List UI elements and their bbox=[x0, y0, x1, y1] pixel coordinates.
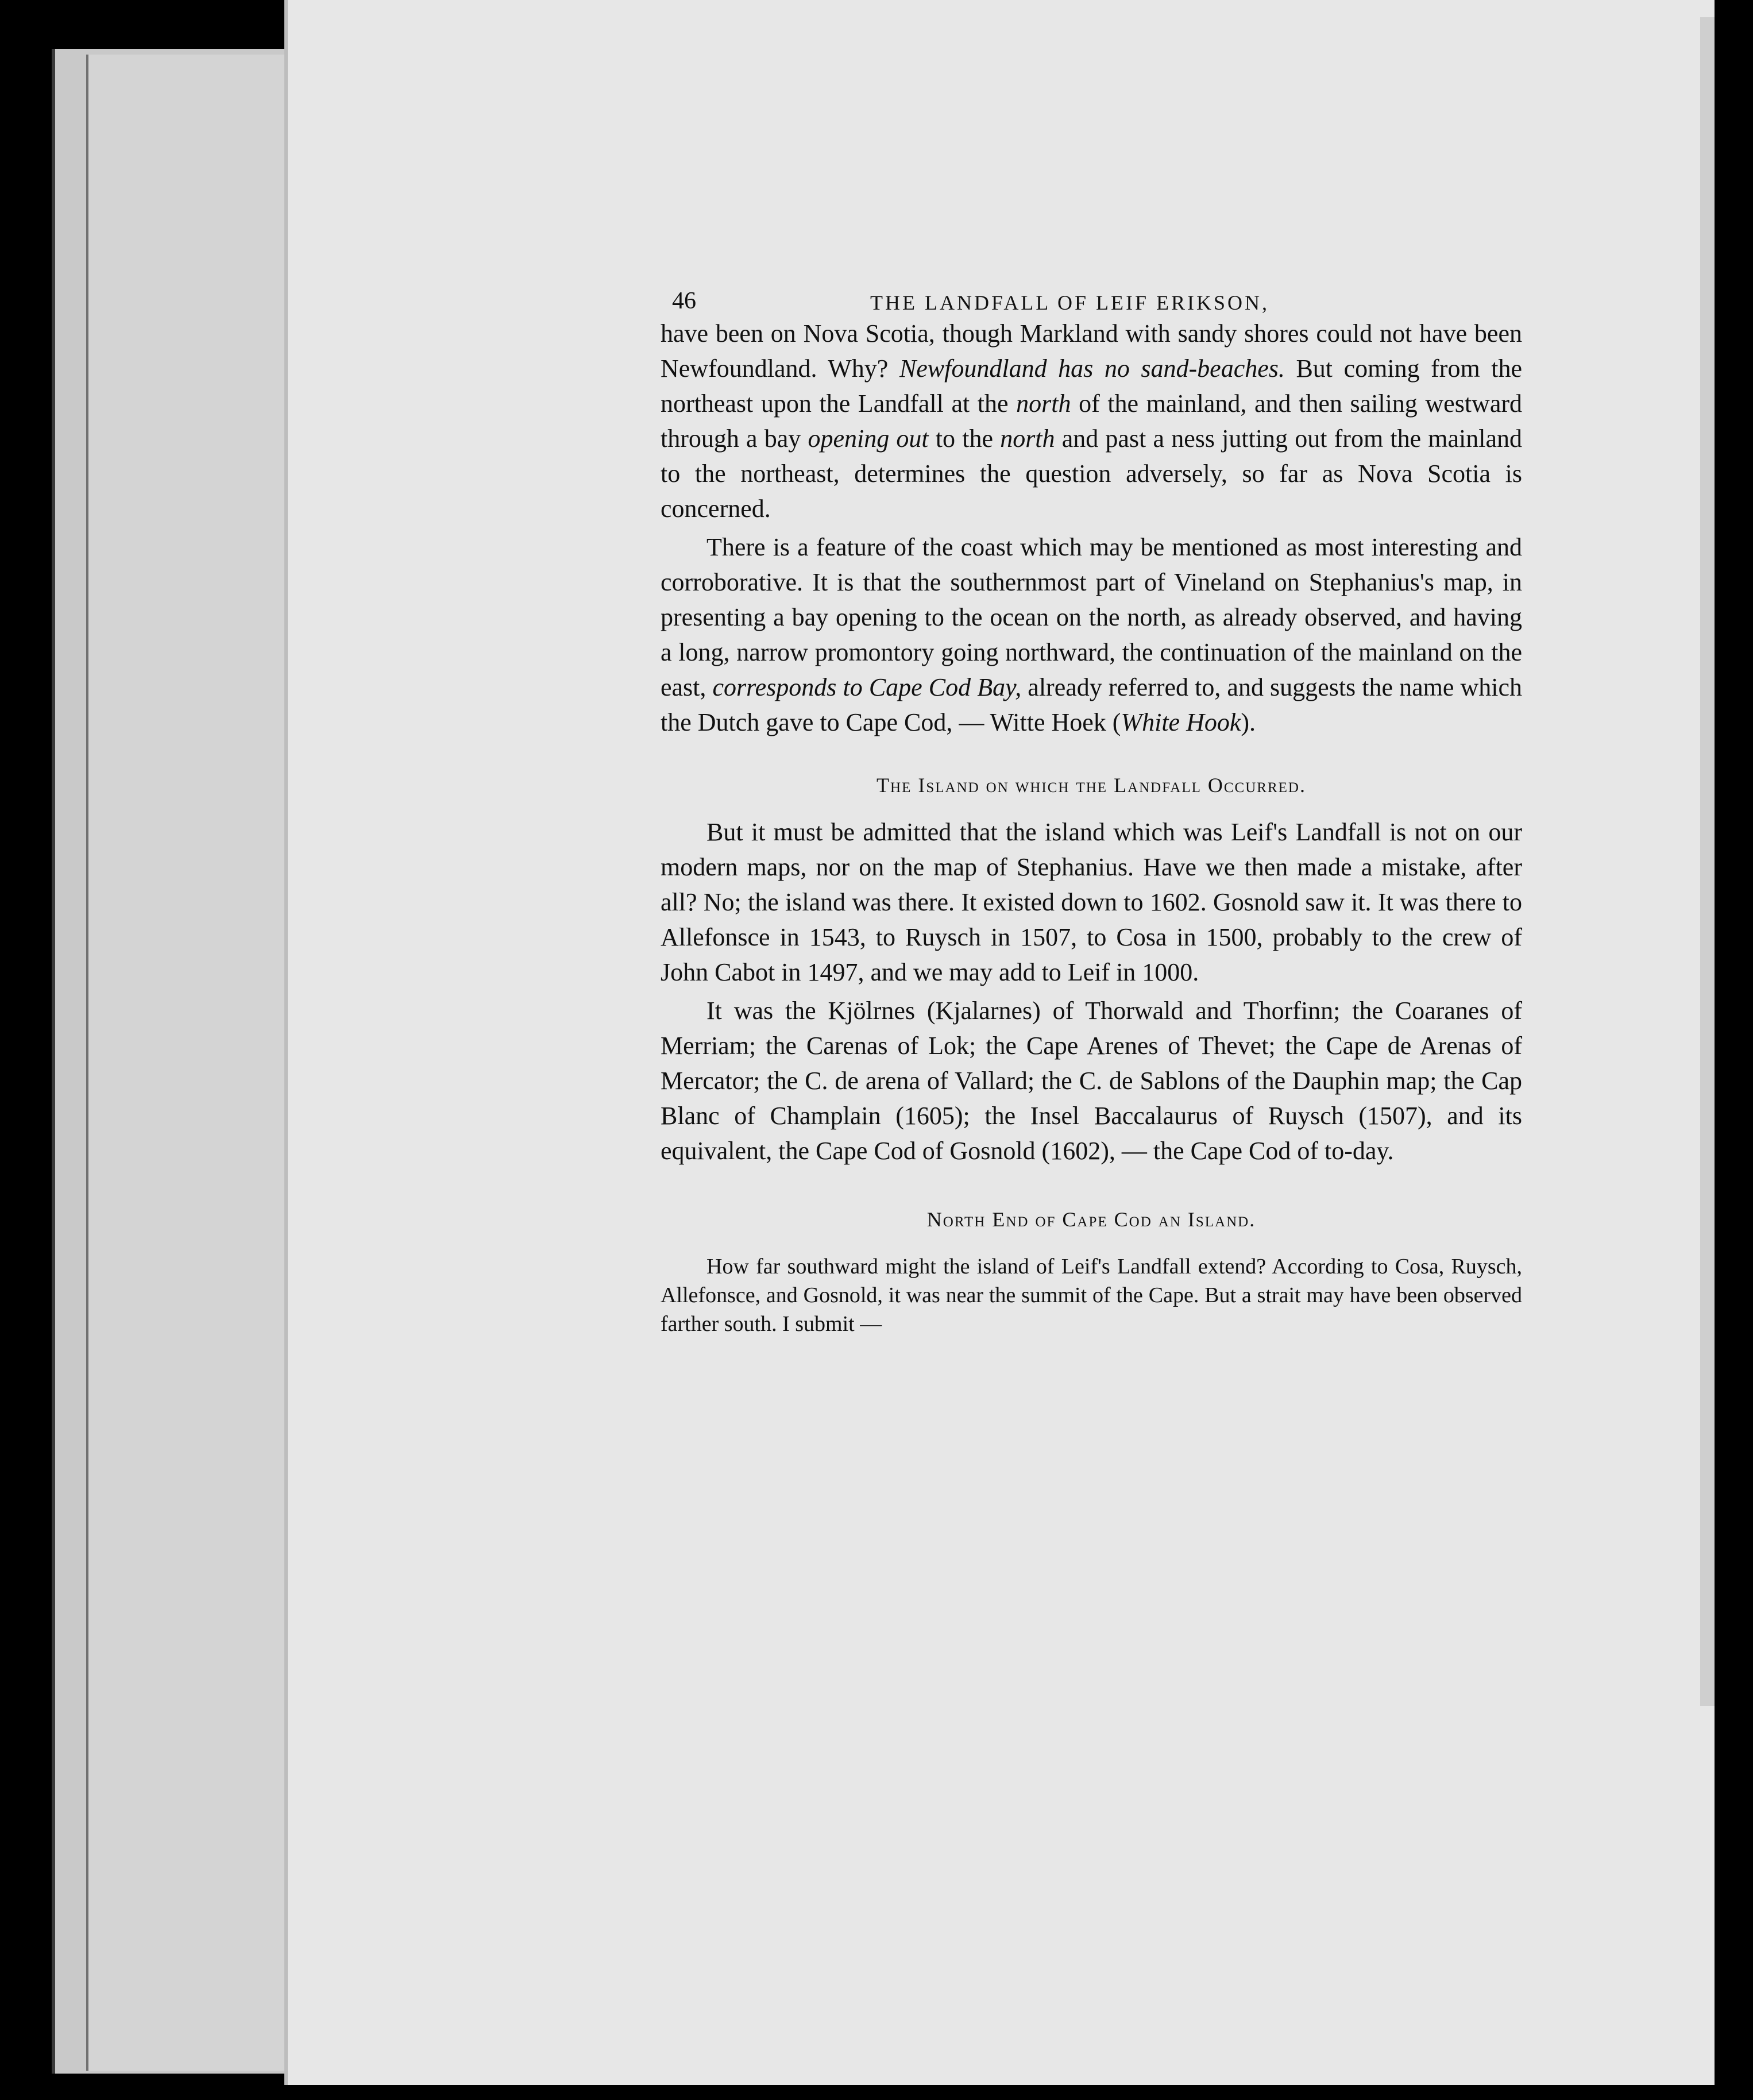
running-title: THE LANDFALL OF LEIF ERIKSON, bbox=[870, 291, 1269, 314]
paragraph-island: But it must be admitted that the island which was Leif's Landfall is not on our modern maps, nor on the map of Stephanius. Have we then made a mistake, after all? No; the island was there. It existed down to 1602. Gosnold saw it. It was there to Allefonsce in 1543, to Ruysch in 1507, to Cosa in 1500, probably to the crew of John Cabot in 1497, and we may add to Leif in 1000. bbox=[661, 818, 1522, 986]
running-head bbox=[661, 276, 1522, 316]
page-text bbox=[661, 276, 1522, 1338]
paragraph-coast-feature: There is a feature of the coast which may be mentioned as most interesting and corroborative. It is that the southernmost part of Vineland on Stephanius's map, in presenting a bay opening to the ocean on the north, as already observed, and having a long, narrow promontory going northward, the continuation of the mainland on the east, corresponds to Cape Cod Bay, already referred to, and suggests the name which the Dutch gave to Cape Cod, — Witte Hoek (White Hook). bbox=[661, 533, 1523, 736]
page-number: 46 bbox=[672, 288, 696, 314]
footnote-paragraph: How far southward might the island of Leif's Landfall extend? According to Cosa, Ruysch, Allefonsce, and Gosnold, it was near the summit of the Cape. But a strait may have been observed farther south. I submit — bbox=[661, 1254, 1522, 1336]
section-heading-north-end: North End of Cape Cod an Island. bbox=[926, 1208, 1256, 1231]
scan-border bbox=[1715, 0, 1753, 2100]
paragraph-names: It was the Kjölrnes (Kjalarnes) of Thorwald and Thorfinn; the Coaranes of Merriam; the Carenas of Lok; the Cape Arenes of Thevet; the Cape de Arenas of Mercator; the C. de arena of Vallard; the C. de Sablons of the Dauphin map; the Cap Blanc of Champlain (1605); the Insel Baccalaurus of Ruysch (1507), and its equivalent, the Cape Cod of Gosnold (1602), — the Cape Cod of to-day. bbox=[661, 997, 1522, 1165]
section-heading-island: The Island on which the Landfall Occurred. bbox=[876, 774, 1306, 797]
paragraph-continuation: have been on Nova Scotia, though Markland with sandy shores could not have been Newfoundland. Why? Newfoundland has no sand-beaches. But coming from the northeast upon the Landfall at the north of the mainland, and then sailing westward through a bay opening out to the north and past a ness jutting out from the mainland to the northeast, determines the question adversely, so far as Nova Scotia is concerned. bbox=[661, 319, 1523, 523]
right-page-edge bbox=[1700, 17, 1715, 1706]
